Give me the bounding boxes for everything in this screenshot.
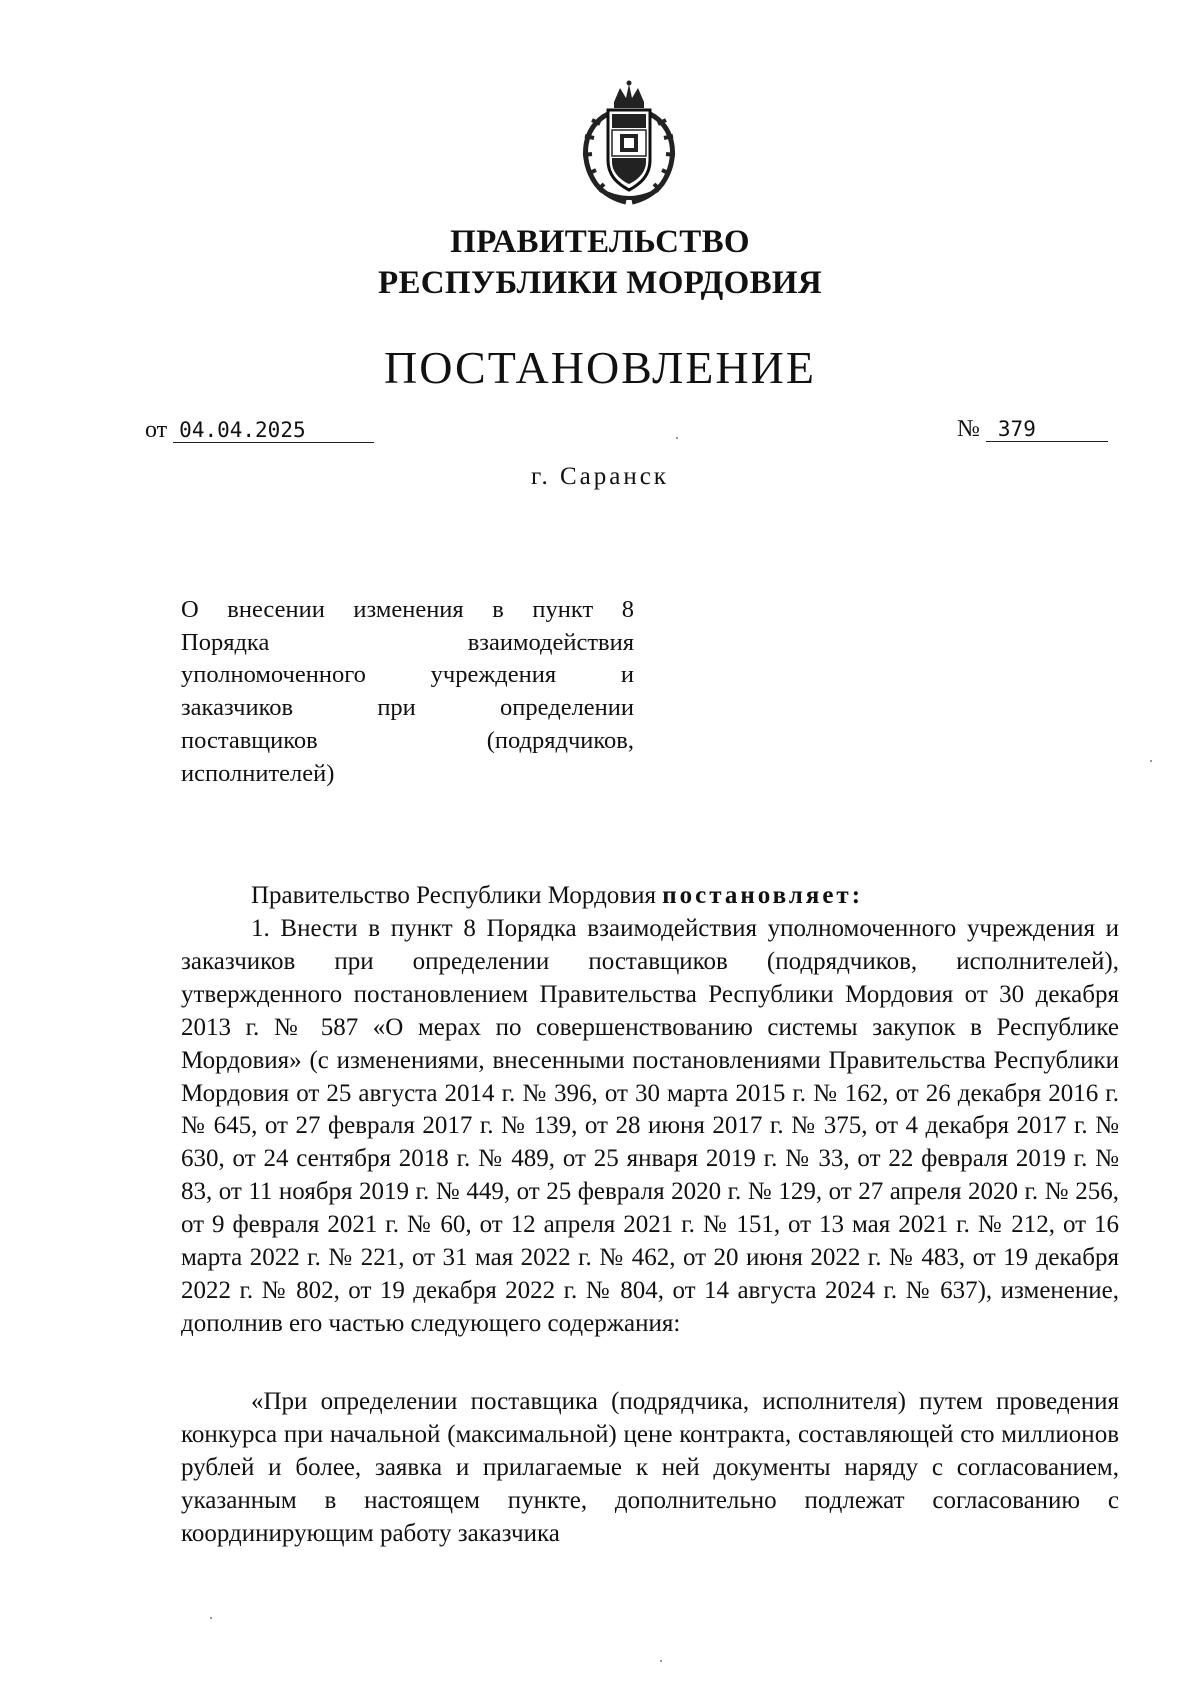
subject-line: Порядка взаимодействия [181, 628, 634, 656]
subject-line: поставщиков (подрядчиков, [181, 726, 634, 754]
document-type-heading: ПОСТАНОВЛЕНИЕ [384, 342, 816, 393]
resolution-intro [251, 880, 1189, 913]
subject-line: заказчиков при определении [181, 694, 634, 722]
paragraph-1: 1. Внести в пункт 8 Порядка взаимодействия уполномоченного учреждения и заказчиков при определении поставщиков (подрядчиков, исполнителей), утвержденного постановлением Правительства Республики Мордовия от 30 декабря 2013 г. № 587 «О мерах по совершенствованию системы закупок в Республике Мордовия» (с изменениями, внесенными постановлениями Правительства Республики Мордовия от 25 августа 2014 г. № 396, от 30 марта 2015 г. № 162, от 26 декабря 2016 г. № 645, от 27 февраля 2017 г. № 139, от 28 июня 2017 г. № 375, от 4 декабря 2017 г. № 630, от 24 сентября 2018 г. № 489, от 25 января 2019 г. № 33, от 22 февраля 2019 г. № 83, от 11 ноября 2019 г. № 449, от 25 февраля 2020 г. № 129, от 27 апреля 2020 г. № 256, от 9 февраля 2021 г. № 60, от 12 апреля 2021 г. № 151, от 13 мая 2021 г. № 212, от 16 марта 2022 г. № 221, от 31 мая 2022 г. № 462, от 20 июня 2022 г. № 483, от 19 декабря 2022 г. № 802, от 19 декабря 2022 г. № 804, от 14 августа 2024 г. № 637), изменение, дополнив его частью следующего содержания: [181, 915, 1119, 1337]
number-value: 379 [986, 417, 1108, 442]
scan-speck [1150, 760, 1152, 762]
intro-keyword: постановляет: [662, 882, 864, 909]
scan-speck [660, 1660, 662, 1662]
scan-speck [676, 437, 678, 439]
date-prefix: от [145, 417, 168, 443]
date-field [145, 415, 374, 445]
government-title-line1: ПРАВИТЕЛЬСТВО [450, 224, 750, 260]
government-title-line2: РЕСПУБЛИКИ МОРДОВИЯ [377, 265, 822, 301]
number-prefix: № [957, 416, 980, 442]
subject-line: О внесении изменения в пункт 8 [181, 596, 634, 623]
number-field [957, 414, 1108, 444]
paragraph-2: «При определении поставщика (подрядчика, исполнителя) путем проведения конкурса при начальной (максимальной) цене контракта, составляющей сто миллионов рублей и более, заявка и прилагаемые к ней документы наряду с согласованием, указанным в настоящем пункте, дополнительно подлежат согласованию с координирующим работу заказчика [181, 1388, 1119, 1547]
coat-of-arms-emblem [570, 80, 688, 208]
document-subject [181, 594, 634, 790]
city: г. Саранск [531, 463, 669, 490]
subject-line: исполнителей) [181, 759, 335, 787]
scan-speck [210, 1617, 212, 1619]
subject-line: уполномоченного учреждения и [181, 661, 634, 689]
date-value: 04.04.2025 [173, 418, 374, 443]
intro-text: Правительство Республики Мордовия [251, 882, 656, 909]
